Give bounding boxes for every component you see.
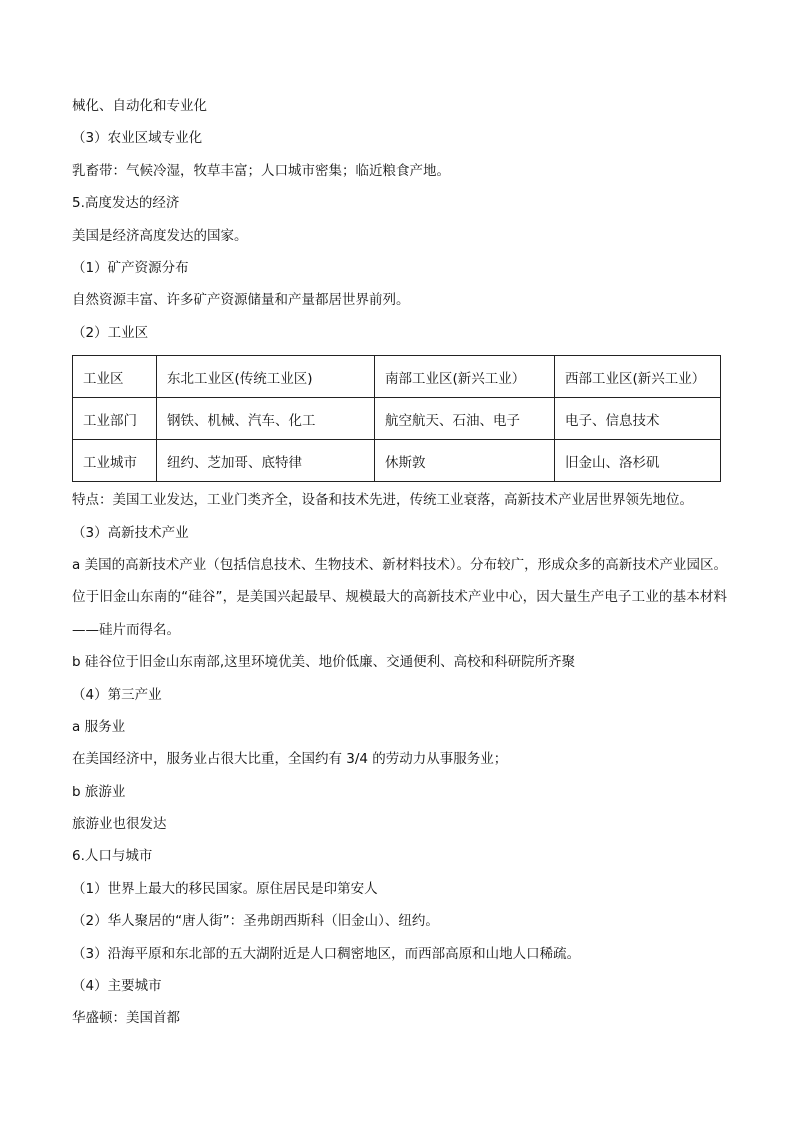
- text-line: （1）世界上最大的移民国家。原住居民是印第安人: [72, 880, 378, 897]
- table-cell: 纽约、芝加哥、底特律: [157, 440, 375, 482]
- text-line: b 硅谷位于旧金山东南部,这里环境优美、地价低廉、交通便利、高校和科研院所齐聚: [72, 654, 576, 671]
- table-cell: 工业部门: [73, 398, 157, 440]
- section-heading: （4）主要城市: [72, 978, 162, 995]
- text-line: 械化、自动化和专业化: [72, 98, 207, 114]
- section-heading: 5.高度发达的经济: [72, 195, 180, 212]
- table-cell: 旧金山、洛杉矶: [555, 440, 721, 482]
- text-line: 华盛顿：美国首都: [72, 1010, 180, 1027]
- text-line: 乳畜带：气候冷湿，牧草丰富；人口城市密集；临近粮食产地。: [72, 162, 450, 179]
- table-row: [73, 440, 721, 482]
- table-header-cell: 工业区: [73, 356, 157, 398]
- text-line: 美国是经济高度发达的国家。: [72, 227, 248, 244]
- document-page: [72, 96, 727, 1041]
- table-cell: 航空航天、石油、电子: [375, 398, 555, 440]
- section-heading: （1）矿产资源分布: [72, 259, 189, 276]
- text-line: 自然资源丰富、许多矿产资源储量和产量都居世界前列。: [72, 292, 410, 309]
- section-heading: （2）工业区: [72, 324, 149, 341]
- table-cell: 电子、信息技术: [555, 398, 721, 440]
- section-heading: 6.人口与城市: [72, 848, 153, 865]
- text-line: a 服务业: [72, 718, 126, 735]
- text-line: （2）华人聚居的“唐人街”：圣弗朗西斯科（旧金山）、纽约。: [72, 913, 439, 930]
- text-line: b 旅游业: [72, 783, 126, 800]
- high-tech-paragraph: a 美国的高新技术产业（包括信息技术、生物技术、新材料技术）。分布较广，形成众多的高新技术产业园区。位于旧金山东南的“硅谷”，是美国兴起最早、规模最大的高新技术产业中心，因大量生产电子工业的基本材料——硅片而得名。: [72, 556, 727, 638]
- table-cell: 休斯敦: [375, 440, 555, 482]
- text-line: （3）沿海平原和东北部的五大湖附近是人口稠密地区，而西部高原和山地人口稀疏。: [72, 945, 581, 962]
- section-heading: （4）第三产业: [72, 686, 162, 703]
- feature-summary: 特点：美国工业发达，工业门类齐全，设备和技术先进，传统工业衰落，高新技术产业居世界领先地位。: [72, 492, 693, 509]
- table-cell: 工业城市: [73, 440, 157, 482]
- table-cell: 钢铁、机械、汽车、化工: [157, 398, 375, 440]
- table-row: [73, 398, 721, 440]
- section-heading: （3）高新技术产业: [72, 524, 189, 541]
- table-header-cell: 南部工业区(新兴工业）: [375, 356, 555, 398]
- table-header-cell: 西部工业区(新兴工业）: [555, 356, 721, 398]
- text-line: 旅游业也很发达: [72, 816, 167, 833]
- section-heading: （3）农业区域专业化: [72, 130, 203, 147]
- text-line: 在美国经济中，服务业占很大比重，全国约有 3/4 的劳动力从事服务业；: [72, 751, 508, 768]
- table-header-cell: 东北工业区(传统工业区): [157, 356, 375, 398]
- table-header-row: [73, 356, 721, 398]
- industrial-zones-table: [72, 355, 721, 482]
